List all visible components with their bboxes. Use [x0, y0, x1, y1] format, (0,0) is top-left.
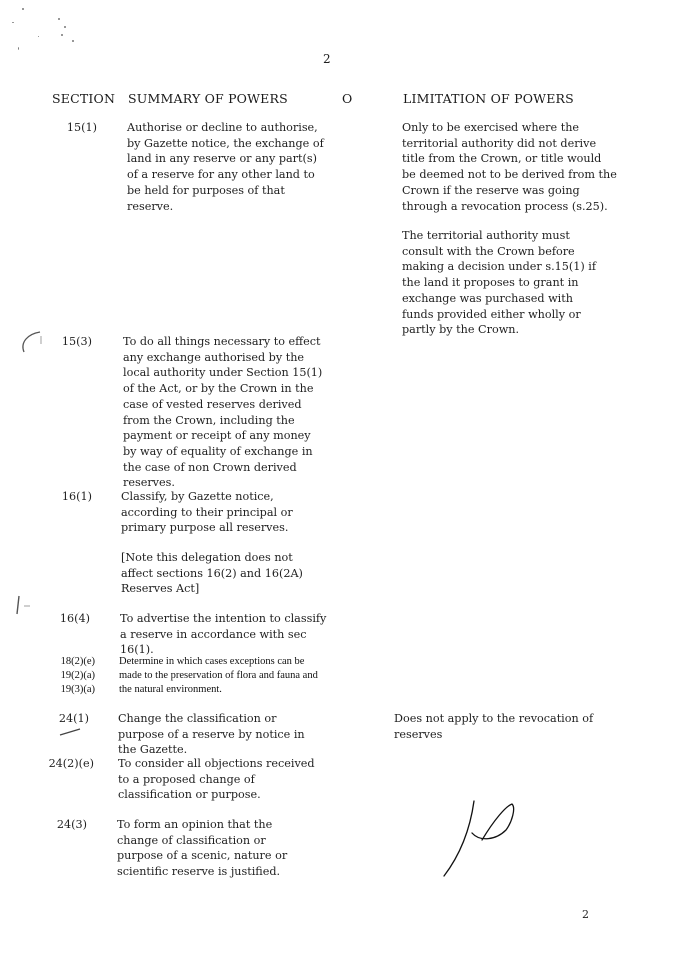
summary-text: To advertise the intention to classify a reserve in accordance with sec 16(1). — [120, 612, 327, 657]
summary-text: To do all things necessary to effect any exchange authorised by the local authority under Section 15(1) of the Act, or by the Crown in the case of vested reserves derived from the Crown, including the payment or receipt of any money by way of equality of exchange in the case of non Crown derived reserves. — [123, 335, 323, 490]
summary-text: To consider all objections received to a proposed change of classification or purpose. — [118, 757, 315, 802]
section-number: 15(3) — [61, 335, 92, 348]
limitation-text: Only to be exercised where the territorial authority did not derive title from the Crown, or title would be deemed not to be derived from the Crown if the reserve was going through a revocation process (s.25). — [402, 121, 617, 213]
page-number-bottom: 2 — [582, 908, 589, 921]
limitation-text: The territorial authority must consult with the Crown before making a decision under s.15(1) if the land it proposes to grant in exchange was purchased with funds provided either wholly or partly by the Crown. — [402, 229, 596, 337]
summary-text: To form an opinion that the change of classification or purpose of a scenic, nature or scientific reserve is justified. — [117, 818, 288, 879]
section-number: 24(2)(e) — [48, 757, 94, 770]
section-number: 16(4) — [59, 612, 90, 625]
header-marker: O — [342, 91, 353, 106]
header-section: SECTION — [52, 91, 116, 106]
header-summary: SUMMARY OF POWERS — [128, 91, 288, 106]
section-number-group — [30, 655, 95, 697]
section-number: 15(1) — [66, 121, 97, 134]
signature — [0, 0, 1, 1]
section-number: 24(1) — [58, 712, 89, 725]
section-number: 18(2)(e) — [60, 656, 95, 667]
limitation-text: Does not apply to the revocation of reserves — [394, 712, 594, 741]
note-text: [Note this delegation does not affect sections 16(2) and 16(2A) Reserves Act] — [121, 551, 303, 596]
section-number: 19(3)(a) — [60, 684, 95, 695]
section-number: 24(3) — [56, 818, 87, 831]
summary-text: Classify, by Gazette notice, according to their principal or primary purpose all reserves. — [121, 490, 293, 535]
section-number: 16(1) — [61, 490, 92, 503]
summary-text: Change the classification or purpose of a reserve by notice in the Gazette. — [118, 712, 305, 757]
section-number: 19(2)(a) — [60, 670, 95, 681]
summary-text: Determine in which cases exceptions can be made to the preservation of flora and fauna and the natural environment. — [119, 656, 318, 695]
header-limitation: LIMITATION OF POWERS — [403, 91, 574, 106]
page-number-top: 2 — [323, 52, 331, 66]
summary-text: Authorise or decline to authorise, by Gazette notice, the exchange of land in any reserve or any part(s) of a reserve for any other land to be held for purposes of that reserve. — [127, 121, 324, 213]
